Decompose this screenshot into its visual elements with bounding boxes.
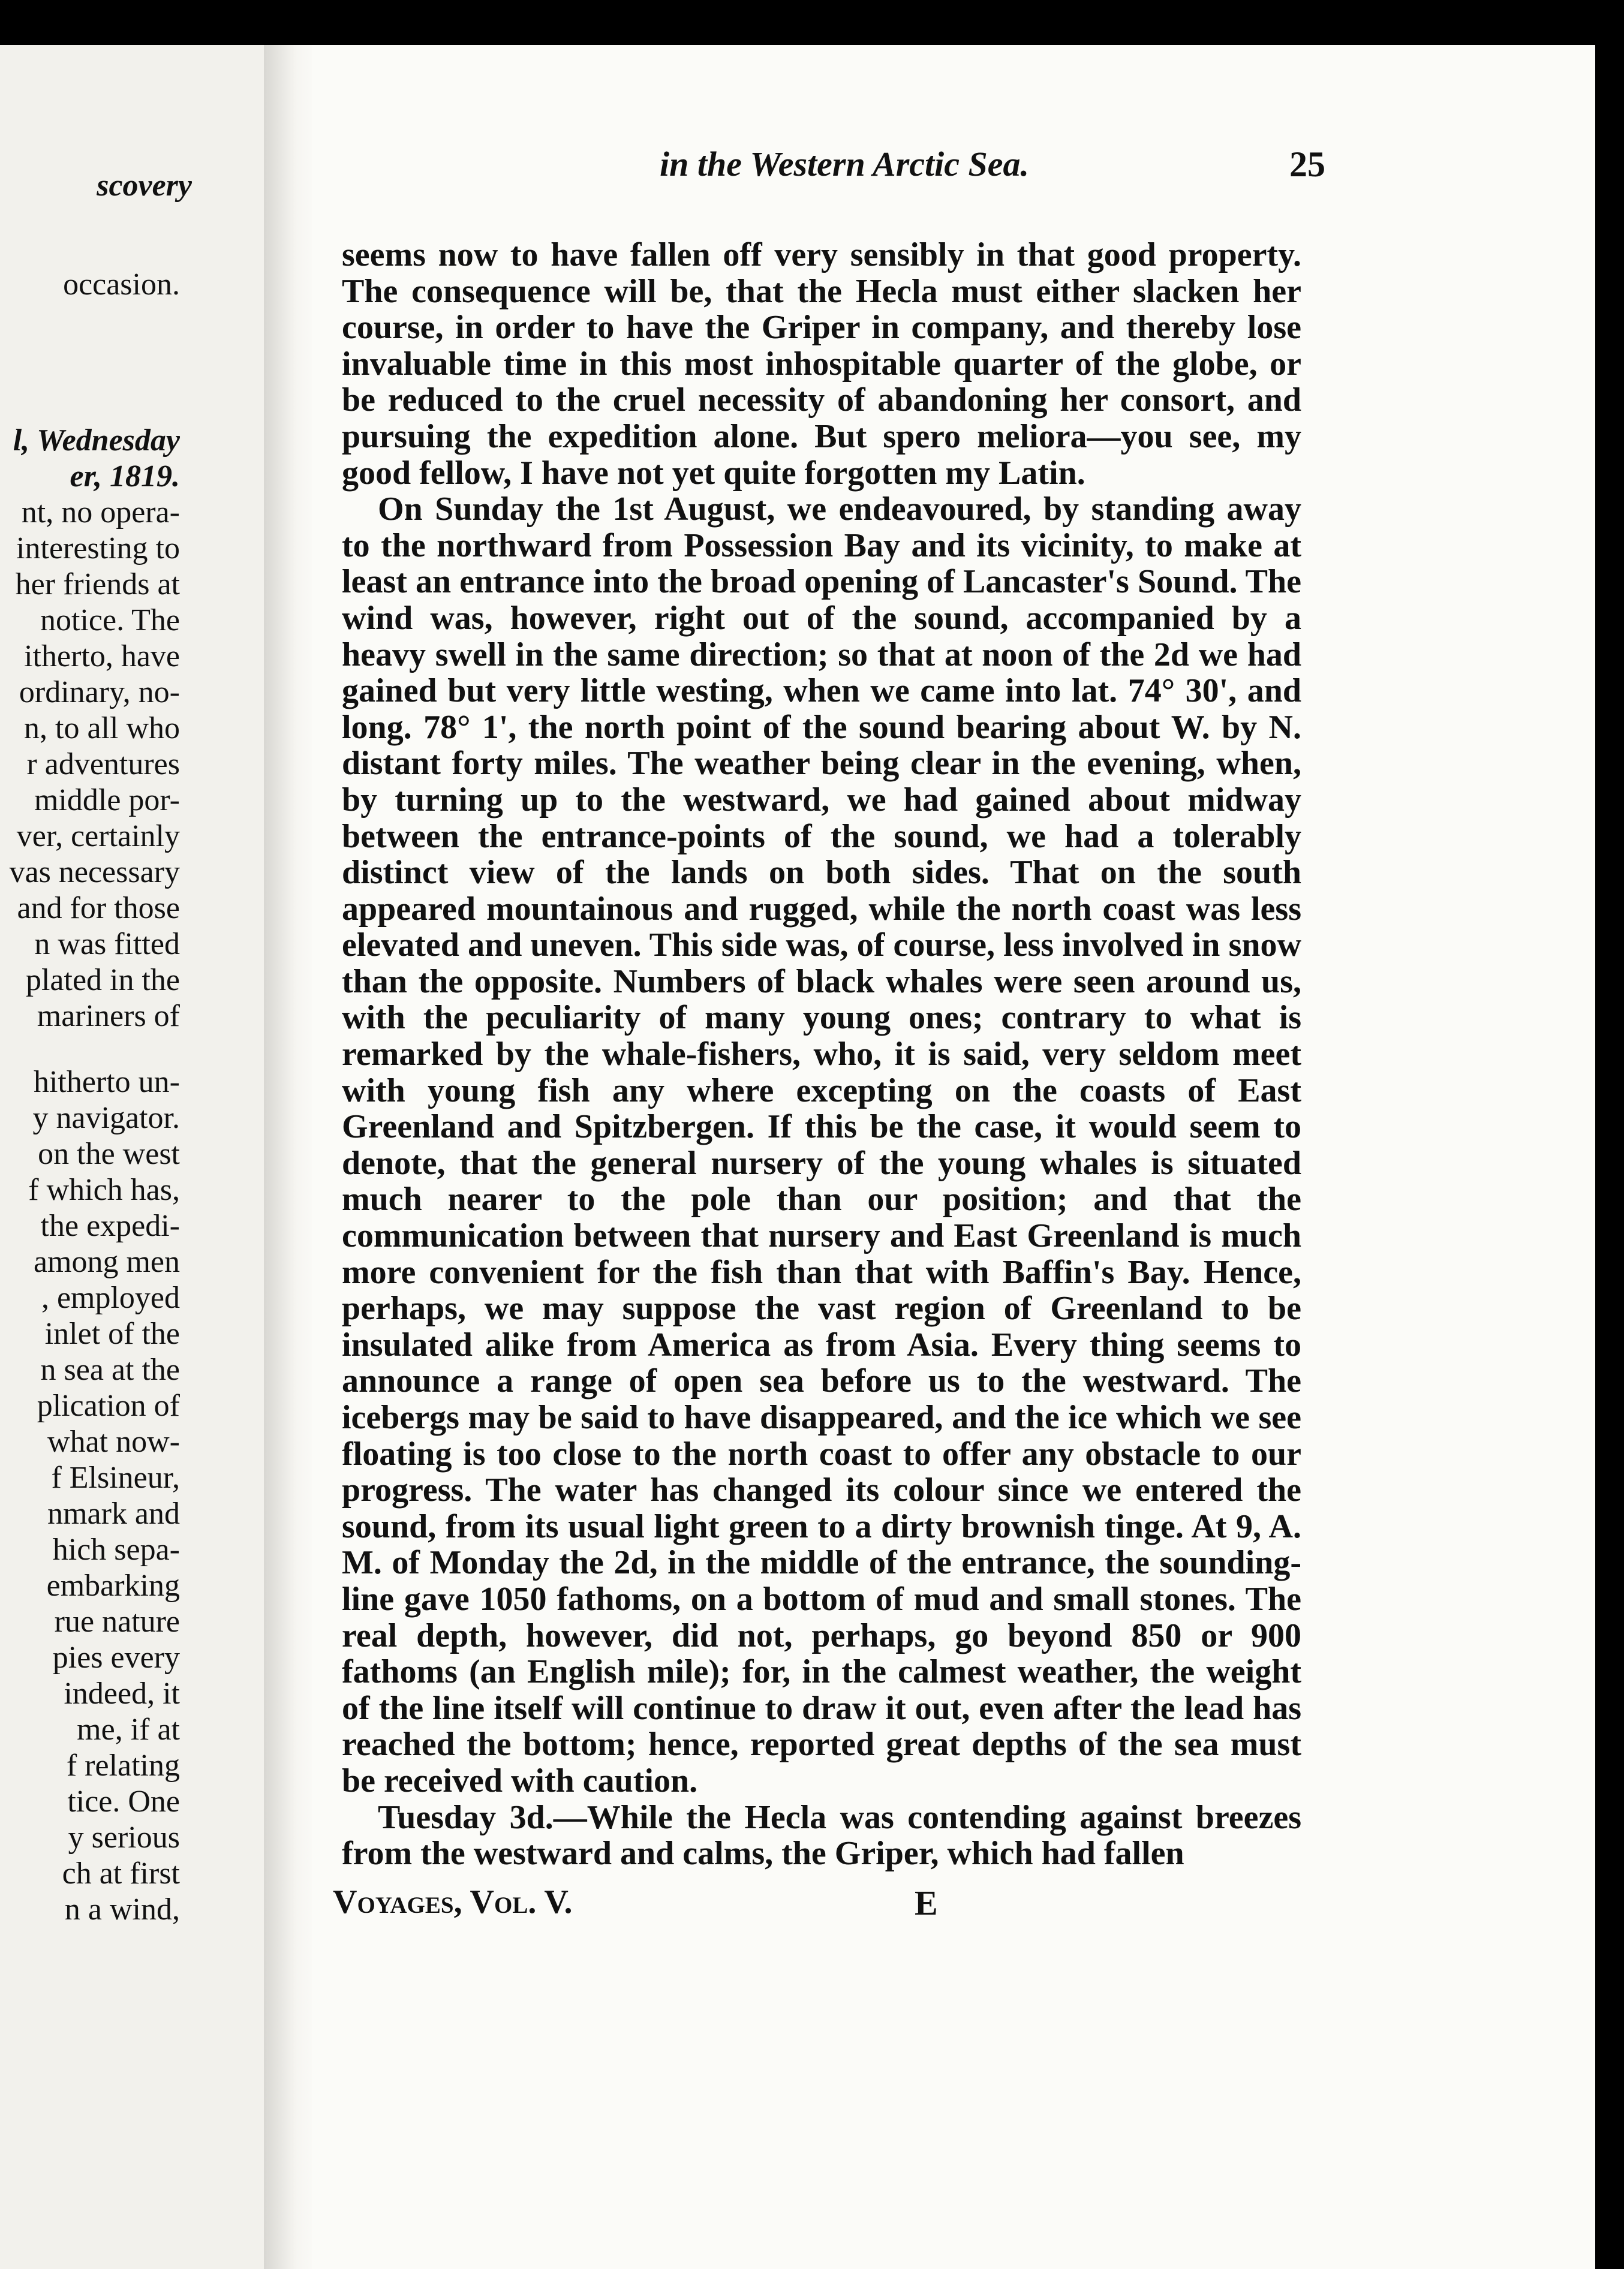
left-page-line: y serious (68, 1820, 180, 1855)
left-page-line: nmark and (47, 1497, 180, 1531)
left-page-line: , employed (41, 1281, 180, 1315)
left-page-line: among men (33, 1245, 180, 1279)
left-page-line: f relating (66, 1749, 180, 1783)
left-page-line: on the west (38, 1137, 180, 1171)
left-page-line: n sea at the (40, 1353, 180, 1387)
left-page-line: plication of (37, 1389, 180, 1423)
left-page-line: notice. The (40, 603, 180, 637)
paragraph: Tuesday 3d.—While the Hecla was contending against breezes from the westward and calms, the Griper, which had fallen (342, 1798, 1301, 1873)
left-page-line: er, 1819. (70, 459, 180, 493)
left-page-line: n, to all who (24, 711, 180, 745)
body-text (342, 237, 1301, 1872)
left-page-line: ch at first (62, 1856, 180, 1891)
left-page-line: middle por- (34, 783, 180, 817)
left-page-line: plated in the (25, 963, 180, 997)
left-page-header-fragment: scovery (97, 168, 192, 203)
left-page-line: me, if at (77, 1713, 180, 1747)
left-page-line: n was fitted (34, 927, 180, 961)
left-page-line: l, Wednesday (13, 423, 180, 458)
left-page-line: her friends at (15, 567, 180, 601)
left-page-line: tice. One (67, 1784, 180, 1819)
left-page-line: r adventures (26, 747, 180, 781)
left-page-line: y navigator. (32, 1101, 180, 1135)
paragraph: On Sunday the 1st August, we endeavoured, by standing away to the northward from Possession Bay and its vicinity, to make at least an entrance into the broad opening of Lancaster's Sound. The wind was, however, right out of the sound, accompanied by a heavy swell in the same direction; so that at noon of the 2d we had gained but very little westing, when we came into lat. 74° 30', and long. 78° 1', the north point of the sound bearing about W. by N. distant forty miles. The weather being clear in the evening, when, by turning up to the westward, we had gained about midway between the entrance-points of the sound, we had a tolerably distinct view of the lands on both sides. That on the south appeared mountainous and rugged, while the north coast was less elevated and uneven. This side was, of course, less involved in snow than the opposite. Numbers of black whales were seen around us, with the peculiarity of many young ones; contrary to what is remarked by the whale-fishers, who, it is said, very seldom meet with young fish any where excepting on the coasts of East Greenland and Spitzbergen. If this be the case, it would seem to denote, that the general nursery of the young whales is situated much nearer to the pole than our position; and that the communication between that nursery and East Greenland is much more convenient for the fish than that with Baffin's Bay. Hence, perhaps, we may suppose the vast region of Greenland to be insulated alike from America as from Asia. Every thing seems to announce a range of open sea before us to the westward. The icebergs may be said to have disappeared, and the ice which we see floating is too close to the north coast to offer any obstacle to our progress. The water has changed its colour since we entered the sound, from its usual light green to a dirty brownish tinge. At 9, A. M. of Monday the 2d, in the middle of the entrance, the sounding-line gave 1050 fathoms, on a bottom of mud and small stones. The real depth, however, did not, perhaps, go beyond 850 or 900 fathoms (an English mile); for, in the calmest weather, the weight of the line itself will continue to draw it out, even after the lead has reached the bottom; hence, reported great depths of the sea must be received with caution. (342, 490, 1301, 1799)
left-page-line: itherto, have (24, 639, 180, 673)
left-page-line: indeed, it (64, 1677, 180, 1711)
footer-signature-text: Voyages, Vol. V. (333, 1883, 573, 1921)
left-page-line: n a wind, (64, 1892, 180, 1927)
left-page-line: and for those (17, 891, 180, 925)
left-page-line: what now- (47, 1425, 180, 1459)
footer-signature (333, 1883, 573, 1921)
left-page-line: ordinary, no- (19, 675, 180, 709)
page-edge (1595, 45, 1624, 2269)
footer-signature-mark: E (915, 1883, 938, 1922)
left-page-line: inlet of the (44, 1317, 180, 1351)
left-page-line: occasion. (63, 267, 180, 302)
left-page-line: mariners of (37, 999, 180, 1033)
page-number: 25 (1289, 145, 1325, 184)
left-page-line: nt, no opera- (21, 495, 180, 529)
page-gutter (264, 45, 318, 2269)
left-page-line: the expedi- (40, 1209, 180, 1243)
left-page-line: f Elsineur, (51, 1461, 180, 1495)
left-page-line: hitherto un- (33, 1065, 180, 1099)
left-page-line: pies every (52, 1641, 180, 1675)
left-page-line: vas necessary (9, 855, 180, 889)
left-page-line: embarking (46, 1569, 180, 1603)
left-page-line: f which has, (28, 1173, 180, 1207)
running-head: in the Western Arctic Sea. (660, 145, 1030, 183)
paragraph: seems now to have fallen off very sensibly in that good property. The consequence will be, that the Hecla must either slacken her course, in order to have the Griper in company, and thereby lose invaluable time in this most inhospitable quarter of the globe, or be reduced to the cruel necessity of abandoning her consort, and pursuing the expedition alone. But spero meliora—you see, my good fellow, I have not yet quite forgotten my Latin. (342, 236, 1301, 492)
left-page-line: rue nature (54, 1605, 180, 1639)
left-page-line: interesting to (16, 531, 180, 565)
left-page-line: ver, certainly (16, 819, 180, 853)
left-page (0, 45, 264, 2269)
left-page-line: hich sepa- (52, 1533, 180, 1567)
